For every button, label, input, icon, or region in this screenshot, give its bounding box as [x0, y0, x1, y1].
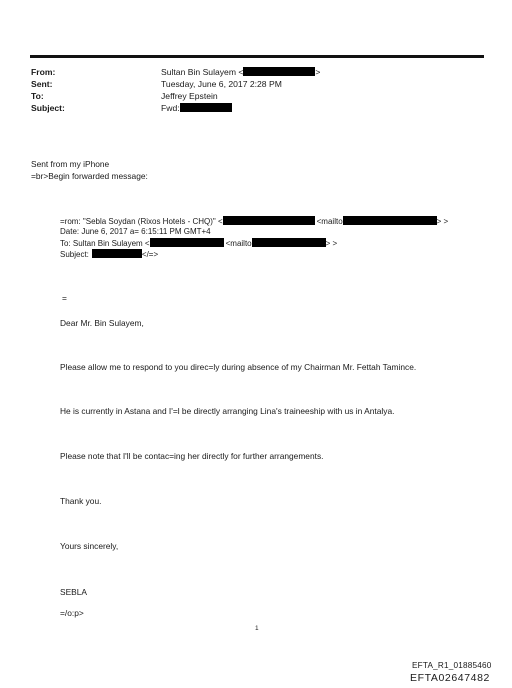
sent-label: Sent:	[31, 79, 53, 89]
redaction-box	[252, 238, 326, 247]
sent-from-iphone: Sent from my iPhone	[31, 159, 110, 169]
from-close: >	[315, 67, 321, 77]
subject-prefix: Fwd:	[161, 103, 180, 113]
closing: Yours sincerely,	[60, 541, 119, 551]
header-rule	[30, 55, 484, 58]
thank-you: Thank you.	[60, 496, 102, 506]
fwd-subject-tail: </=>	[141, 250, 159, 259]
to-value: Jeffrey Epstein	[161, 91, 218, 101]
fwd-to-line	[60, 238, 337, 248]
fwd-from-mailto: <mailto	[316, 217, 343, 226]
page-number: 1	[255, 625, 259, 632]
fwd-from-tail: > >	[436, 217, 449, 226]
footer-id-1: EFTA_R1_01885460	[412, 661, 492, 670]
fwd-subject-line	[60, 249, 158, 259]
fwd-subject-label: Subject:	[60, 250, 89, 259]
greeting: Dear Mr. Bin Sulayem,	[60, 318, 144, 328]
subject-label: Subject:	[31, 103, 65, 113]
subject-value	[161, 103, 232, 113]
redaction-box	[92, 249, 142, 258]
fwd-from-text: =rom: "Sebla Soydan (Rixos Hotels - CHQ)" <	[60, 217, 223, 226]
fwd-to-tail: > >	[325, 239, 338, 248]
paragraph-1: Please allow me to respond to you direc=ly during absence of my Chairman Mr. Fettah Tamince.	[60, 362, 417, 372]
fwd-to-mailto: <mailto	[225, 239, 252, 248]
to-label: To:	[31, 91, 44, 101]
fwd-from-line	[60, 216, 448, 226]
fwd-to-text: To: Sultan Bin Sulayem <	[60, 239, 150, 248]
from-value	[161, 67, 320, 77]
equals-sign: =	[62, 293, 67, 303]
fwd-date-line: Date: June 6, 2017 a= 6:15:11 PM GMT+4	[60, 227, 211, 236]
signature: SEBLA	[60, 587, 88, 597]
redaction-box	[223, 216, 315, 225]
from-label: From:	[31, 67, 56, 77]
paragraph-2: He is currently in Astana and I'=l be directly arranging Lina's traineeship with us in Antalya.	[60, 406, 395, 416]
begin-forwarded: =br>Begin forwarded message:	[31, 171, 148, 181]
sent-value: Tuesday, June 6, 2017 2:28 PM	[161, 79, 282, 89]
from-name: Sultan Bin Sulayem <	[161, 67, 244, 77]
redaction-box	[243, 67, 315, 76]
redaction-box	[343, 216, 437, 225]
redaction-box	[150, 238, 224, 247]
paragraph-3: Please note that I'll be contac=ing her directly for further arrangements.	[60, 451, 324, 461]
redaction-box	[180, 103, 232, 112]
footer-id-2: EFTA02647482	[410, 672, 490, 684]
tail-markup: =/o:p>	[60, 608, 84, 618]
